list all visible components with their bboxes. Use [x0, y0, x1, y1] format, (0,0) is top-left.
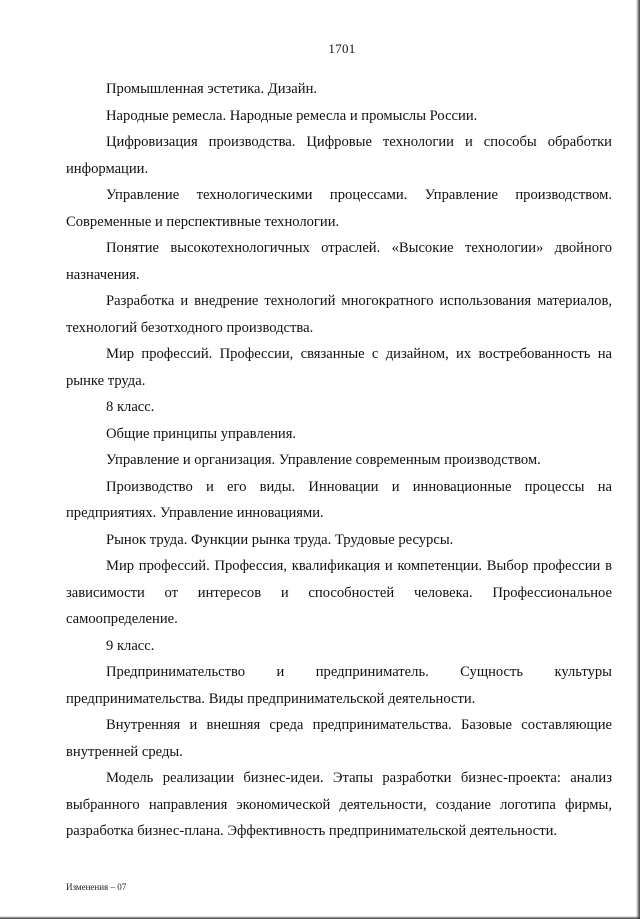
scan-edge-shadow — [636, 0, 640, 919]
paragraph: Цифровизация производства. Цифровые технологии и способы обработки информации. — [66, 134, 612, 177]
paragraph: Разработка и внедрение технологий многократного использования материалов, технологий безотходного производства. — [66, 293, 612, 336]
paragraph: Внутренняя и внешняя среда предпринимательства. Базовые составляющие внутренней среды. — [66, 717, 612, 760]
paragraph: Рынок труда. Функции рынка труда. Трудовые ресурсы. — [106, 531, 454, 548]
document-body — [66, 76, 612, 845]
paragraph: Предпринимательство и предприниматель. Сущность культуры предпринимательства. Виды предпринимательской деятельности. — [66, 664, 612, 707]
page-number: 1701 — [328, 41, 356, 56]
paragraph: Народные ремесла. Народные ремесла и промыслы России. — [106, 107, 478, 124]
paragraph: Понятие высокотехнологичных отраслей. «Высокие технологии» двойного назначения. — [66, 240, 612, 283]
paragraph: Мир профессий. Профессия, квалификация и компетенции. Выбор профессии в зависимости от интересов и способностей человека. Профессиональное самоопределение. — [66, 558, 612, 627]
paragraph: Производство и его виды. Инновации и инновационные процессы на предприятиях. Управление инновациями. — [66, 478, 612, 521]
paragraph: Мир профессий. Профессии, связанные с дизайном, их востребованность на рынке труда. — [66, 346, 612, 389]
paragraph: Управление технологическими процессами. Управление производством. Современные и перспективные технологии. — [66, 187, 612, 230]
grade-heading-8: 8 класс. — [106, 399, 155, 415]
paragraph: Промышленная эстетика. Дизайн. — [106, 81, 318, 97]
paragraph: Управление и организация. Управление современным производством. — [106, 452, 541, 468]
grade-heading-9: 9 класс. — [106, 637, 155, 654]
revision-footer: Изменения – 07 — [66, 882, 127, 892]
paragraph: Модель реализации бизнес-идеи. Этапы разработки бизнес-проекта: анализ выбранного направления экономической деятельности, создание логотипа фирмы, разработка бизнес-плана. Эффективность предпринимательской деятельности. — [66, 770, 612, 839]
paragraph: Общие принципы управления. — [106, 425, 297, 442]
